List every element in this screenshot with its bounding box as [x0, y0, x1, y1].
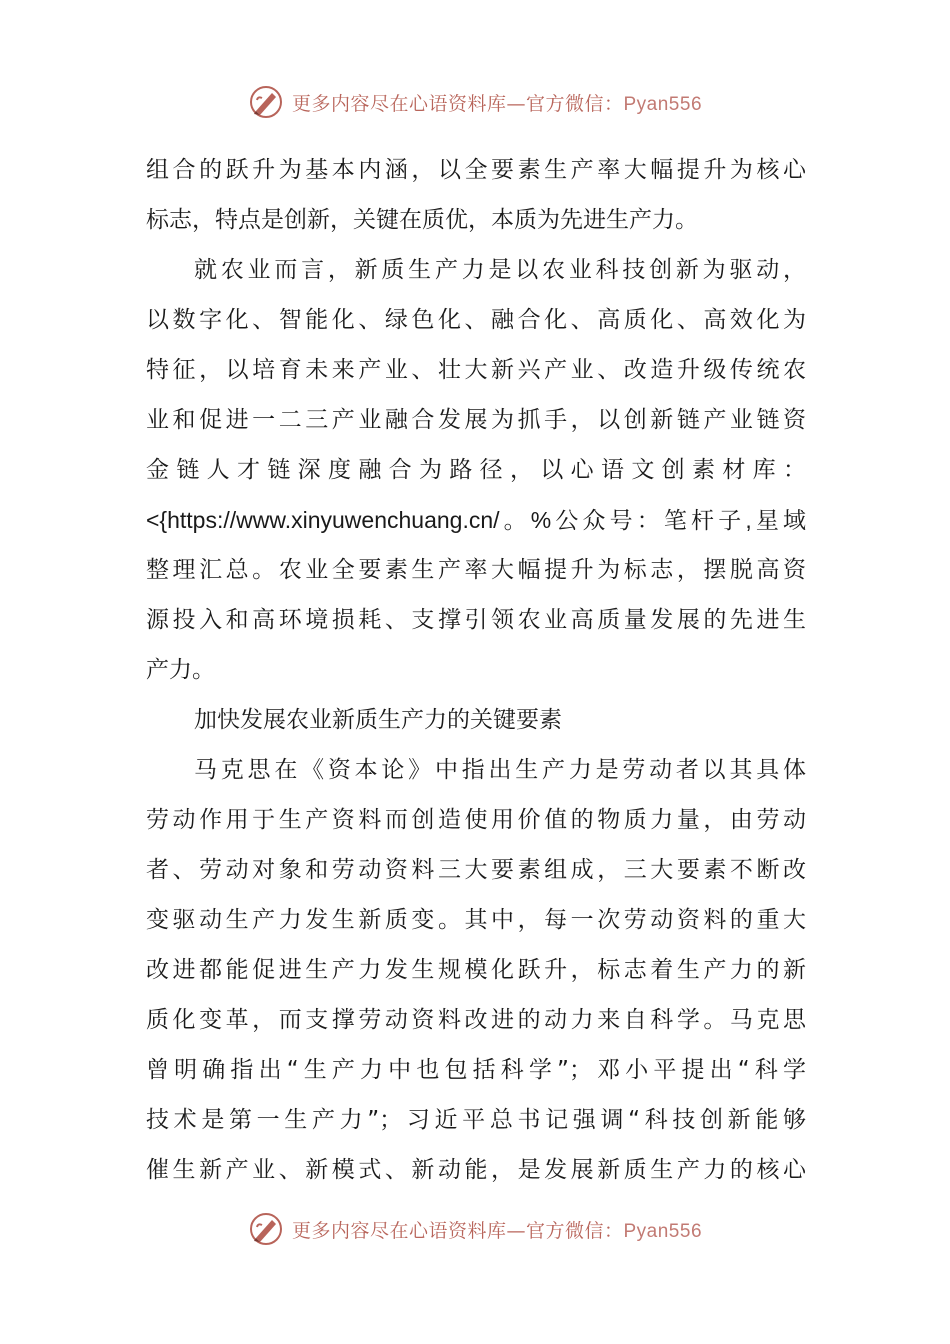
body-line: 变驱动生产力发生新质变。其中，每一次劳动资料的重大 [146, 907, 806, 933]
footer-banner [0, 1209, 950, 1249]
banner-text [292, 1216, 702, 1243]
document-body [146, 145, 806, 1195]
body-line: <{https://www.xinyuwenchuang.cn/。%公众号：笔杆子,星域 [146, 507, 806, 533]
body-line: 金链人才链深度融合为路径，以心语文创素材库： [146, 457, 806, 483]
banner-text [292, 89, 702, 116]
body-line: 曾明确指出“生产力中也包括科学”；邓小平提出“科学 [146, 1057, 806, 1083]
pen-logo-icon [248, 1211, 284, 1247]
body-line: 改进都能促进生产力发生规模化跃升，标志着生产力的新 [146, 957, 806, 983]
body-line: 者、劳动对象和劳动资料三大要素组成，三大要素不断改 [146, 857, 806, 883]
banner-wechat-id: Pyan556 [623, 93, 703, 115]
body-line: 催生新产业、新模式、新动能，是发展新质生产力的核心 [146, 1157, 806, 1183]
body-line: 质化变革，而支撑劳动资料改进的动力来自科学。马克思 [146, 1007, 806, 1033]
pen-logo-icon [248, 84, 284, 120]
body-line: 特征，以培育未来产业、壮大新兴产业、改造升级传统农 [146, 357, 806, 383]
body-line: 劳动作用于生产资料而创造使用价值的物质力量，由劳动 [146, 807, 806, 833]
header-banner [0, 82, 950, 122]
body-line: 就农业而言，新质生产力是以农业科技创新为驱动， [194, 257, 806, 283]
body-line: 整理汇总。农业全要素生产率大幅提升为标志，摆脱高资 [146, 557, 806, 583]
banner-slogan: 更多内容尽在心语资料库—官方微信： [291, 92, 624, 115]
body-line: 技术是第一生产力”；习近平总书记强调“科技创新能够 [146, 1107, 806, 1133]
body-line: 产力。 [146, 657, 215, 683]
banner-slogan: 更多内容尽在心语资料库—官方微信： [291, 1219, 624, 1242]
body-line: 以数字化、智能化、绿色化、融合化、高质化、高效化为 [146, 307, 806, 333]
body-line: 标志，特点是创新，关键在质优，本质为先进生产力。 [146, 207, 698, 233]
body-line: 业和促进一二三产业融合发展为抓手，以创新链产业链资 [146, 407, 806, 433]
body-line: 组合的跃升为基本内涵，以全要素生产率大幅提升为核心 [146, 157, 806, 183]
body-line: 源投入和高环境损耗、支撑引领农业高质量发展的先进生 [146, 607, 806, 633]
banner-wechat-id: Pyan556 [623, 1220, 703, 1242]
body-line: 马克思在《资本论》中指出生产力是劳动者以其具体 [194, 757, 806, 783]
section-heading: 加快发展农业新质生产力的关键要素 [194, 707, 562, 733]
